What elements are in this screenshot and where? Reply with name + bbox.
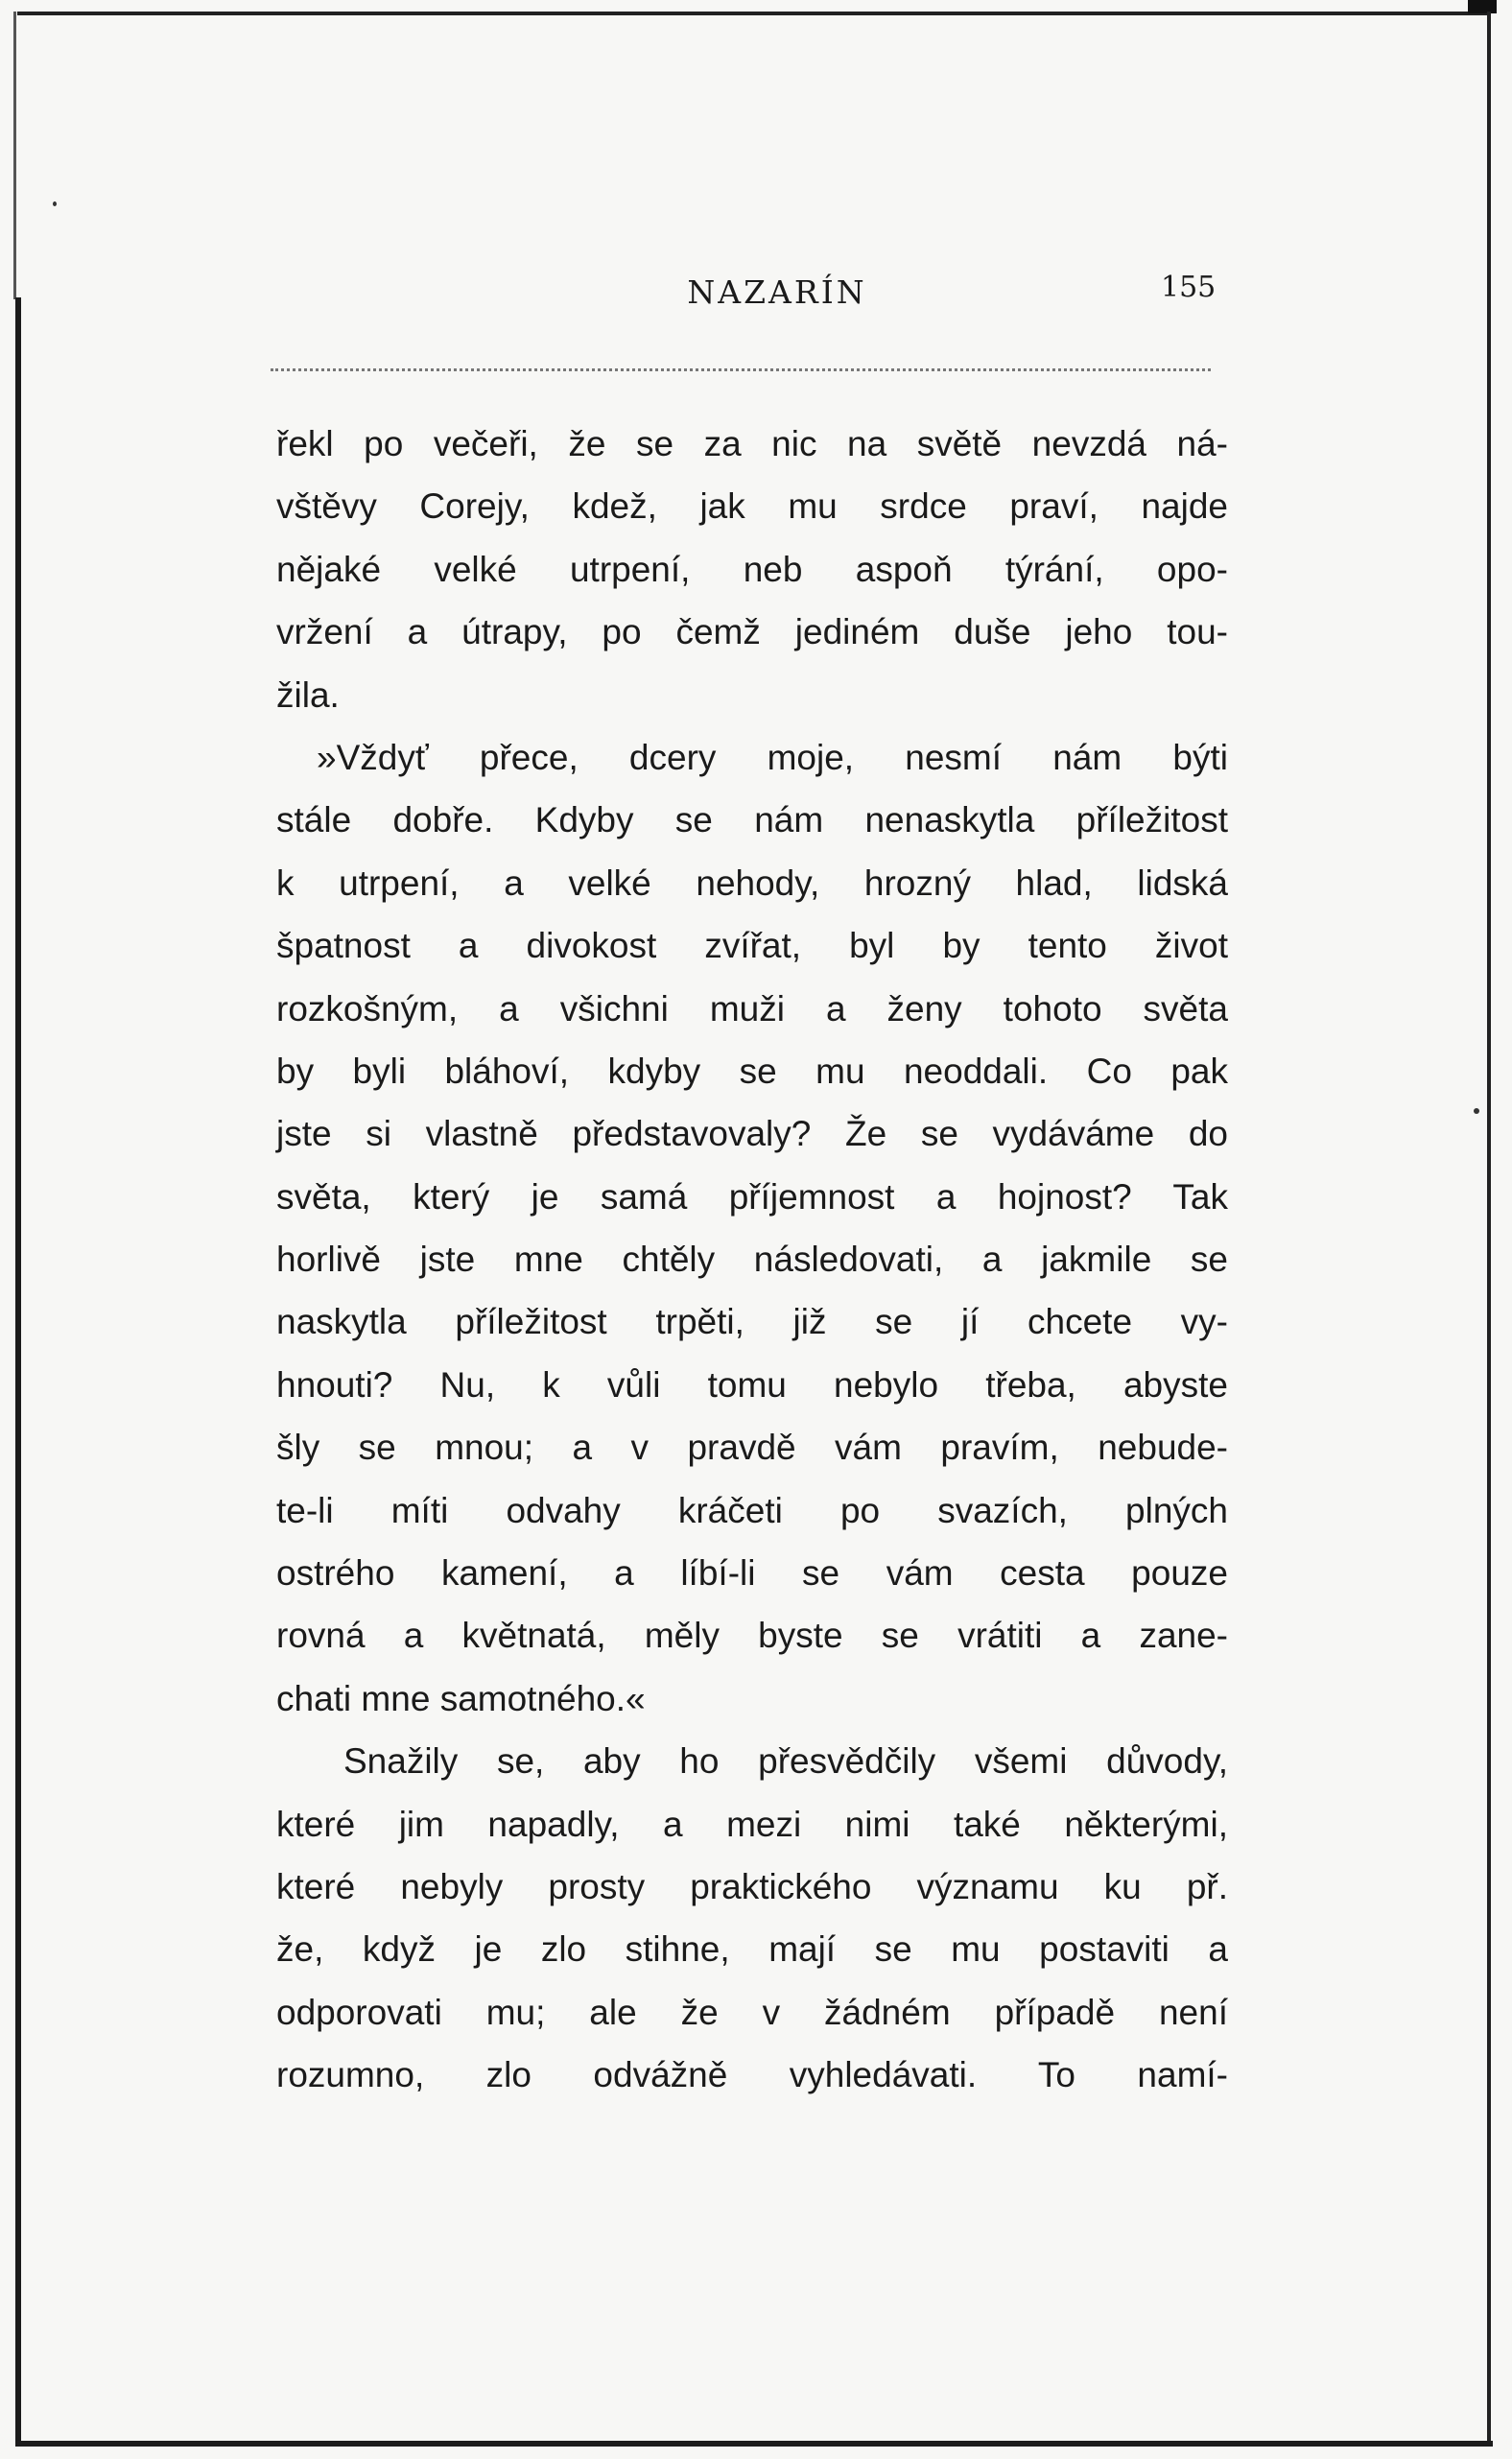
text-line: rozkošným, a všichni muži a ženy tohoto světa [276, 988, 1228, 1029]
page-edge-corner [1468, 0, 1497, 13]
scan-speck [53, 201, 57, 206]
text-line: nějaké velké utrpení, neb aspoň týrání, opo- [276, 549, 1228, 589]
text-line: »Vždyť přece, dcery moje, nesmí nám býti [317, 737, 1228, 777]
page-edge-left-upper [13, 12, 16, 299]
text-line: šly se mnou; a v pravdě vám pravím, nebude- [276, 1428, 1228, 1468]
text-line: jste si vlastně představovaly? Že se vydáváme do [276, 1114, 1228, 1154]
scan-speck [1474, 1108, 1479, 1114]
page-edge-right [1487, 12, 1491, 2445]
text-line: světa, který je samá příjemnost a hojnost? Tak [276, 1176, 1228, 1217]
text-line: by byli bláhoví, kdyby se mu neoddali. Co pak [276, 1051, 1228, 1091]
text-line: odporovati mu; ale že v žádném případě není [276, 1992, 1228, 2032]
page-edge-bottom [15, 2441, 1493, 2447]
page-edge-left [15, 297, 21, 2447]
text-line: horlivě jste mne chtěly následovati, a jakmile se [276, 1240, 1228, 1280]
text-line: které nebyly prosty praktického významu ku př. [276, 1866, 1228, 1906]
text-line: rovná a květnatá, měly byste se vrátiti a zane- [276, 1616, 1228, 1656]
running-title: NAZARÍN [687, 273, 867, 311]
text-line: žila. [276, 674, 340, 715]
text-line: hnouti? Nu, k vůli tomu nebylo třeba, abyste [276, 1364, 1228, 1405]
text-line: te-li míti odvahy kráčeti po svazích, plných [276, 1490, 1228, 1530]
text-line: rozumno, zlo odvážně vyhledávati. To namí- [276, 2055, 1228, 2095]
text-line: špatnost a divokost zvířat, byl by tento život [276, 926, 1228, 966]
text-line: řekl po večeři, že se za nic na světě nevzdá ná- [276, 424, 1228, 463]
page-number: 155 [1161, 271, 1217, 304]
text-line: stále dobře. Kdyby se nám nenaskytla příležitost [276, 800, 1228, 840]
header-rule [271, 368, 1211, 371]
text-line: které jim napadly, a mezi nimi také některými, [276, 1804, 1228, 1844]
text-line: vržení a útrapy, po čemž jediném duše jeho tou- [276, 612, 1228, 652]
text-line: naskytla příležitost trpěti, již se jí chcete vy- [276, 1302, 1228, 1342]
text-line: chati mne samotného.« [276, 1678, 646, 1718]
text-line: že, když je zlo stihne, mají se mu postaviti a [276, 1929, 1228, 1970]
text-line: Snažily se, aby ho přesvědčily všemi důvody, [343, 1741, 1228, 1782]
page-edge-top [17, 12, 1487, 15]
text-line: vštěvy Corejy, kdež, jak mu srdce praví, najde [276, 486, 1228, 527]
text-line: k utrpení, a velké nehody, hrozný hlad, lidská [276, 863, 1228, 903]
text-line: ostrého kamení, a líbí-li se vám cesta pouze [276, 1553, 1228, 1594]
body-text [276, 413, 1228, 2107]
